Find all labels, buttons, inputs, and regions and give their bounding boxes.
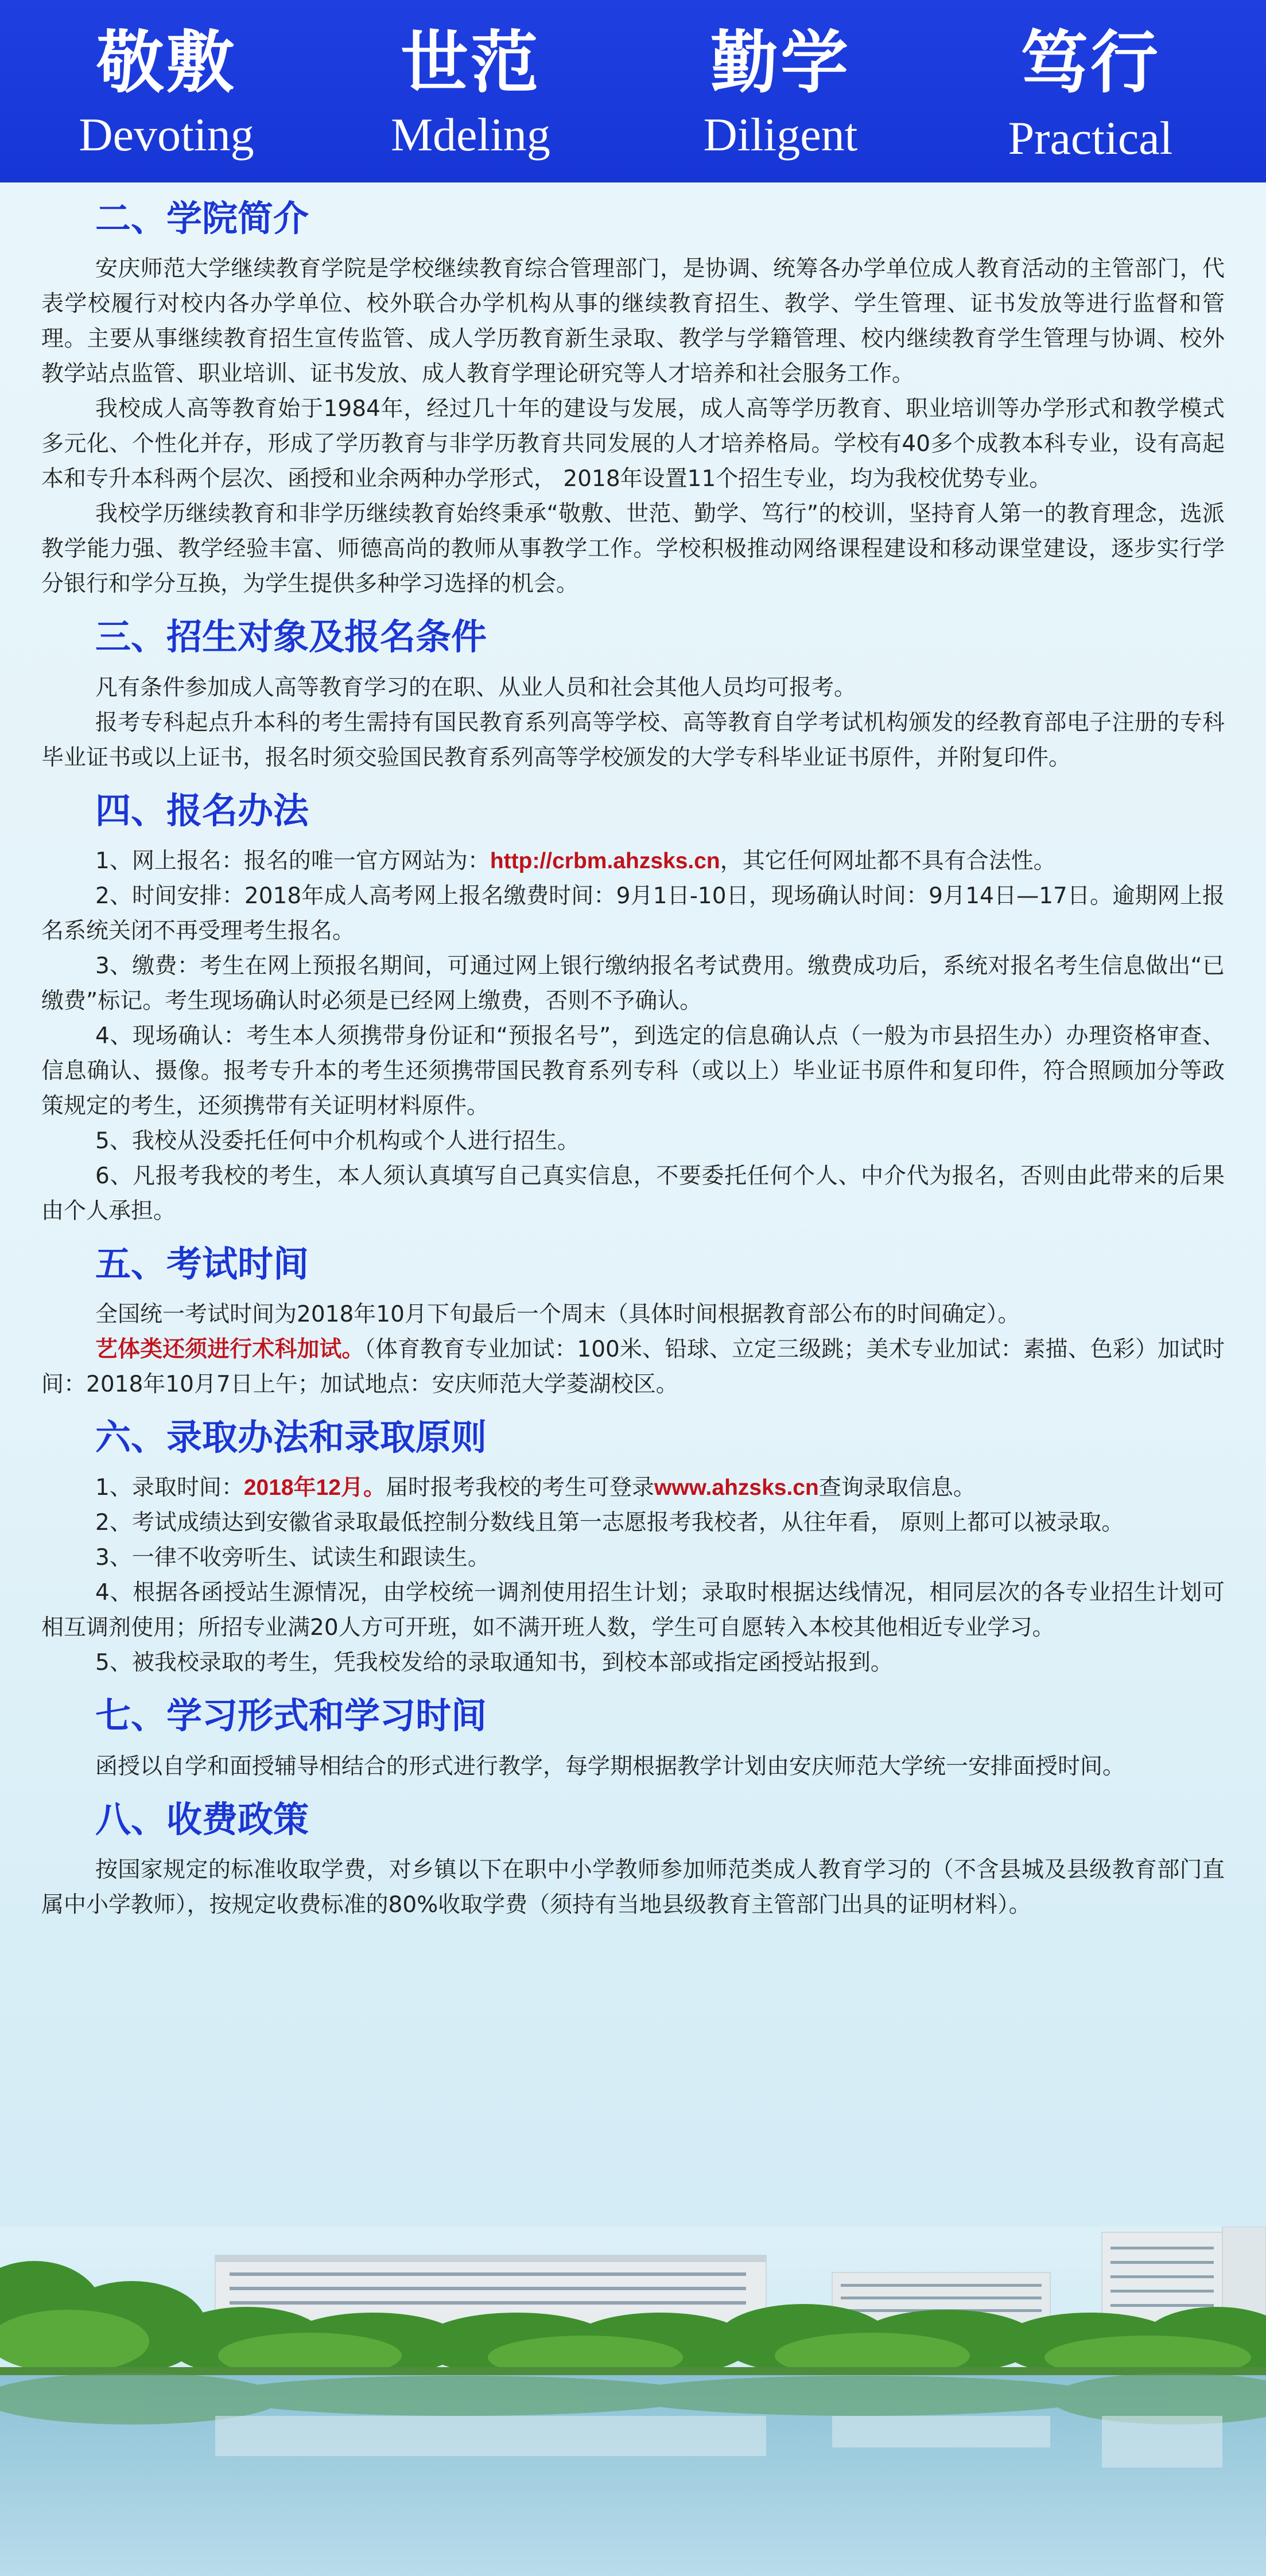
list-item: 2、时间安排：2018年成人高考网上报名缴费时间：9月1日-10日，现场确认时间：9月14日—17日。逾期网上报名系统关闭不再受理考生报名。: [41, 883, 1225, 944]
paragraph: 安庆师范大学继续教育学院是学校继续教育综合管理部门，是协调、统筹各办学单位成人教育活动的主管部门，代表学校履行对校内各办学单位、校外联合办学机构从事的继续教育招生、教学、学生管理、证书发放等进行监督和管理。主要从事继续教育招生宣传监管、成人学历教育新生录取、教学与学籍管理、校内继续教育学生管理与协调、校外教学站点监管、职业培训、证书发放、成人教育学理论研究等人才培养和社会服务工作。: [41, 256, 1225, 387]
section-title: 七、学习形式和学习时间: [95, 1695, 487, 1737]
list-item: 5、我校从没委托任何中介机构或个人进行招生。: [95, 1128, 580, 1154]
list-item: 6、凡报考我校的考生，本人须认真填写自己真实信息，不要委托任何个人、中介代为报名，否则由此带来的后果由个人承担。: [41, 1163, 1225, 1224]
list-item: 3、一律不收旁听生、试读生和跟读生。: [95, 1545, 490, 1571]
section-study-form: [41, 1695, 1225, 1784]
admission-query-link[interactable]: www.ahzsks.cn: [654, 1475, 819, 1501]
motto-banner: [0, 0, 1266, 182]
section-fees: [41, 1799, 1225, 1922]
section-enrollment-conditions: [41, 616, 1225, 775]
motto-cn: 世范: [400, 22, 541, 102]
paragraph: 按国家规定的标准收取学费，对乡镇以下在职中小学教师参加师范类成人教育学习的（不含县城及县级教育部门直属中小学教师），按规定收费标准的80%收取学费（须持有当地县级教育主管部门出具的证明材料）。: [41, 1857, 1225, 1918]
paragraph: 艺体类还须进行术科加试。（体育教育专业加试：100米、铅球、立定三级跳；美术专业加试：素描、色彩）加试时间：2018年10月7日上午；加试地点：安庆师范大学菱湖校区。: [41, 1336, 1225, 1398]
motto-cn: 敬敷: [96, 22, 236, 102]
motto-item-2: [321, 0, 620, 161]
list-item: 1、录取时间：2018年12月。届时报考我校的考生可登录www.ahzsks.cn查询录取信息。: [95, 1475, 976, 1501]
paragraph: 全国统一考试时间为2018年10月下旬最后一个周末（具体时间根据教育部公布的时间确定）。: [95, 1301, 1020, 1328]
motto-en: Diligent: [703, 108, 858, 161]
list-item: 3、缴费：考生在网上预报名期间，可通过网上银行缴纳报名考试费用。缴费成功后，系统对报名考生信息做出“已缴费”标记。考生现场确认时必须是已经网上缴费，否则不予确认。: [41, 953, 1225, 1014]
paragraph: 我校学历继续教育和非学历继续教育始终秉承“敬敷、世范、勤学、笃行”的校训，坚持育人第一的教育理念，选派教学能力强、教学经验丰富、师德高尚的教师从事教学工作。学校积极推动网络课程建设和移动课堂建设，逐步实行学分银行和学分互换，为学生提供多种学习选择的机会。: [41, 501, 1225, 597]
motto-en: Practical: [1008, 112, 1173, 164]
motto-item-1: [17, 0, 316, 161]
motto-item-4: [941, 0, 1240, 162]
section-title: 五、考试时间: [95, 1242, 309, 1285]
list-item: 5、被我校录取的考生，凭我校发给的录取通知书，到校本部或指定函授站报到。: [95, 1650, 893, 1676]
section-title: 八、收费政策: [95, 1798, 309, 1840]
registration-website-link[interactable]: http://crbm.ahzsks.cn: [490, 848, 720, 873]
section-title: 三、招生对象及报名条件: [95, 616, 487, 658]
section-admission: [41, 1417, 1225, 1680]
highlight-text: 艺体类还须进行术科加试。: [95, 1336, 364, 1363]
paragraph: 报考专科起点升本科的考生需持有国民教育系列高等学校、高等教育自学考试机构颁发的经教育部电子注册的专科毕业证书或以上证书，报名时须交验国民教育系列高等学校颁发的大学专科毕业证书原件，并附复印件。: [41, 709, 1225, 771]
paragraph: 凡有条件参加成人高等教育学习的在职、从业人员和社会其他人员均可报考。: [95, 674, 857, 701]
section-title: 四、报名办法: [95, 789, 309, 832]
motto-item-3: [631, 0, 930, 161]
section-title: 六、录取办法和录取原则: [95, 1416, 487, 1459]
motto-cn: 笃行: [1020, 22, 1160, 102]
content: [41, 198, 1225, 1922]
motto-en: Mdeling: [391, 108, 550, 161]
motto-cn: 勤学: [710, 22, 851, 102]
list-item: 1、网上报名：报名的唯一官方网站为：http://crbm.ahzsks.cn，其它任何网址都不具有合法性。: [95, 848, 1056, 874]
motto-en: Devoting: [79, 108, 254, 161]
campus-scenery-image: [0, 2227, 1266, 2576]
section-registration: [41, 790, 1225, 1229]
list-item: 4、根据各函授站生源情况，由学校统一调剂使用招生计划；录取时根据达线情况，相同层次的各专业招生计划可相互调剂使用；所招专业满20人方可开班，如不满开班人数，学生可自愿转入本校其他相近专业学习。: [41, 1580, 1225, 1641]
section-exam-time: [41, 1244, 1225, 1402]
list-item: 2、考试成绩达到安徽省录取最低控制分数线且第一志愿报考我校者，从往年看， 原则上都可以被录取。: [95, 1510, 1124, 1536]
section-title: 二、学院简介: [95, 197, 309, 239]
paragraph: 函授以自学和面授辅导相结合的形式进行教学，每学期根据教学计划由安庆师范大学统一安排面授时间。: [95, 1753, 1125, 1780]
list-item: 4、现场确认：考生本人须携带身份证和“预报名号”，到选定的信息确认点（一般为市县招生办）办理资格审查、信息确认、摄像。报考专升本的考生还须携带国民教育系列专科（或以上）毕业证书原件和复印件，符合照顾加分等政策规定的考生，还须携带有关证明材料原件。: [41, 1023, 1225, 1119]
paragraph: 我校成人高等教育始于1984年，经过几十年的建设与发展，成人高等学历教育、职业培训等办学形式和教学模式多元化、个性化并存，形成了学历教育与非学历教育共同发展的人才培养格局。学校有40多个成教本科专业，设有高起本和专升本科两个层次、函授和业余两种办学形式， 2018年设置11个招生专业，均为我校优势专业。: [41, 396, 1225, 492]
highlight-date: 2018年12月。: [243, 1475, 386, 1501]
section-college-intro: [41, 198, 1225, 601]
